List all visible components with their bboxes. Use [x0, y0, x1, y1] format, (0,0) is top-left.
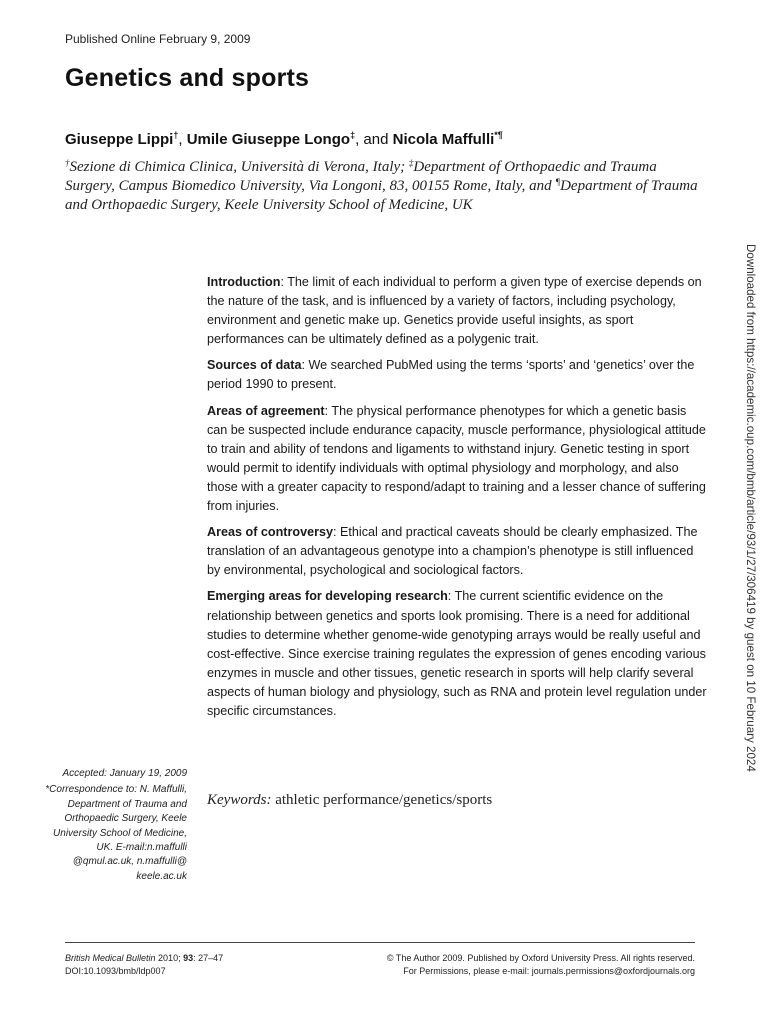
citation-volume: 93 — [183, 953, 194, 963]
affiliation-text: Sezione di Chimica Clinica, Università di Verona, Italy; — [69, 159, 409, 175]
accepted-date: Accepted: January 19, 2009 — [62, 768, 187, 779]
affiliation-text: Department of Trauma and Orthopaedic Surgery, Keele University School of Medicine, UK — [65, 178, 698, 213]
section-heading: Introduction — [207, 275, 281, 289]
affiliation-mark: ¶ — [555, 177, 561, 187]
author-separator: , and — [355, 131, 393, 148]
heading-separator: : — [280, 275, 288, 289]
correspondence-note: *Correspondence to: N. Maffulli, Department of Trauma and Orthopaedic Surgery, Keele University School of Medicine, UK. E-mail:n.maffulli @qmul.ac.uk, n.maffulli@ keele.ac.uk — [45, 784, 187, 882]
section-heading: Sources of data — [207, 358, 302, 373]
author-mark: ‡ — [350, 130, 356, 140]
citation-pages: : 27–47 — [193, 953, 224, 963]
author-name: Umile Giuseppe Longo — [186, 131, 351, 148]
abstract-section-sources — [207, 356, 707, 394]
doi: DOI:10.1093/bmb/ldp007 — [65, 965, 166, 976]
affiliation-mark: † — [65, 158, 70, 168]
article-title: Genetics and sports — [65, 64, 310, 92]
journal-name: British Medical Bulletin — [65, 953, 156, 963]
footer-rule — [65, 942, 695, 943]
heading-separator: : — [324, 403, 332, 418]
heading-separator: : — [447, 589, 455, 604]
author-name: Nicola Maffulli — [392, 131, 495, 148]
heading-separator: : — [301, 358, 309, 373]
section-text: We searched PubMed using the terms ‘sports’ and ‘genetics’ over the period 1990 to present. — [207, 358, 695, 392]
affiliation-text: Department of Orthopaedic and Trauma Surgery, Campus Biomedico University, Via Longoni, 83, 00155 Rome, Italy, and — [65, 159, 657, 194]
author-name: Giuseppe Lippi — [65, 131, 174, 148]
keywords-label: Keywords: — [207, 792, 272, 808]
keywords-text: athletic performance/genetics/sports — [275, 792, 493, 808]
structured-abstract — [207, 273, 707, 728]
author-mark: *¶ — [494, 130, 503, 140]
author-list — [65, 131, 503, 148]
author-separator: , — [178, 131, 187, 148]
citation-footer — [65, 952, 223, 977]
section-text: The limit of each individual to perform a given type of exercise depends on the nature of the task, and is influenced by a variety of factors, including psychology, environment and genetic make up. Genetics provide useful insights, as sport performances can be ultimately defined as a polygenic trait. — [207, 275, 702, 347]
keywords — [207, 792, 492, 809]
section-text: Ethical and practical caveats should be clearly emphasized. The translation of an advantageous genotype into a champion’s phenotype is still influenced by environmental, psychological and sociological factors. — [207, 525, 698, 578]
heading-separator: : — [333, 525, 340, 540]
copyright-footer — [387, 952, 695, 977]
section-heading: Areas of controversy — [207, 525, 333, 540]
abstract-section-introduction — [207, 273, 707, 349]
section-text: The current scientific evidence on the relationship between genetics and sports look promising. There is a need for additional studies to determine whether genome-wide genotyping arrays would be really useful and cost-effective. Since exercise training regulates the expression of genes encoding various enzymes in muscle and other tissues, genetic research in sports will help clarify several aspects of human biology and physiology, such as RNA and protein level regulation under specific circumstances. — [207, 589, 707, 718]
citation-year: 2010; — [155, 953, 184, 963]
abstract-section-agreement — [207, 402, 707, 517]
section-heading: Areas of agreement — [207, 403, 325, 418]
affiliations — [65, 158, 705, 215]
section-heading: Emerging areas for developing research — [207, 589, 448, 604]
author-mark: † — [173, 130, 179, 140]
side-note — [37, 767, 187, 884]
permissions-notice: For Permissions, please e-mail: journals.permissions@oxfordjournals.org — [403, 965, 695, 976]
abstract-section-controversy — [207, 523, 707, 580]
published-date: Published Online February 9, 2009 — [65, 32, 251, 46]
copyright-notice: © The Author 2009. Published by Oxford University Press. All rights reserved. — [386, 953, 695, 963]
section-text: The physical performance phenotypes for which a genetic basis can be suspected include endurance capacity, muscle performance, physiological attitude to train and ability of tendons and ligaments to withstand injury. Genetic testing in sport would permit to identify individuals with optimal physiology and morphology, and also those with a greater capacity to respond/adapt to training and a lesser chance of suffering from injuries. — [207, 403, 706, 514]
abstract-section-emerging — [207, 587, 707, 721]
citation-line — [65, 952, 223, 965]
affiliation-mark: ‡ — [408, 158, 414, 168]
download-watermark: Downloaded from https://academic.oup.com/bmb/article/93/1/27/306419 by guest on 10 February 2024 — [744, 244, 757, 772]
